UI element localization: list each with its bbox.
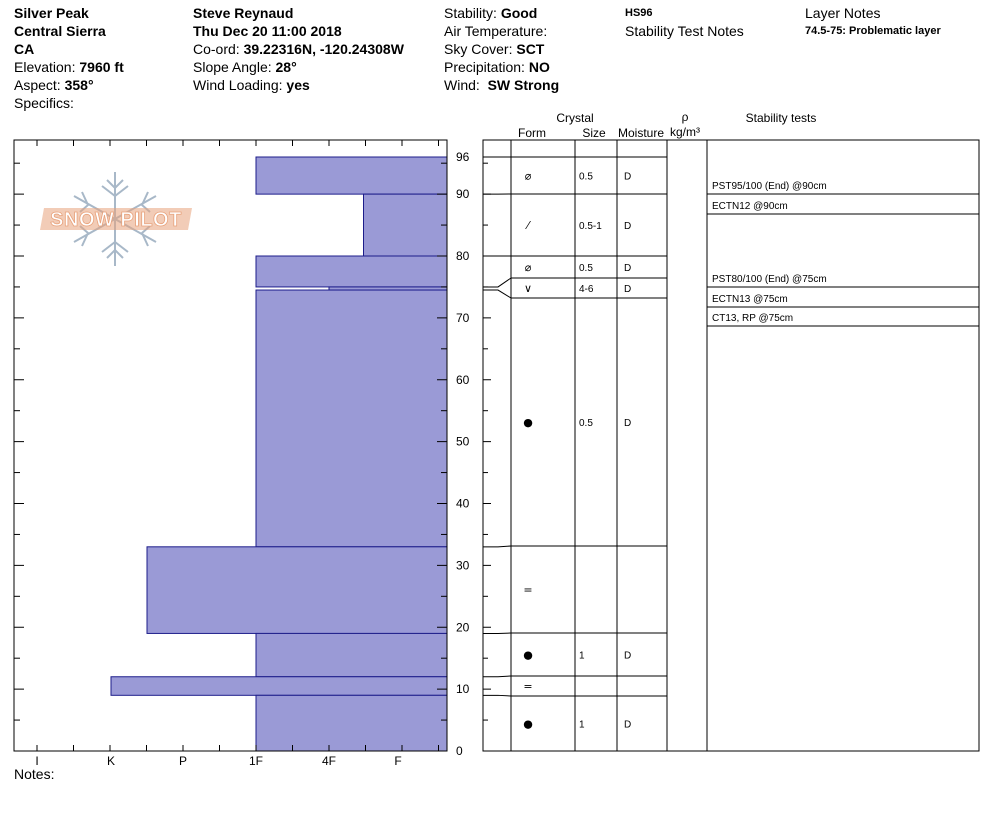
crystal-form-icon: ⁄ xyxy=(527,219,529,232)
depth-tick-label: 0 xyxy=(456,744,463,758)
hardness-bar xyxy=(364,194,448,256)
layer-notes-value: 74.5-75: Problematic layer xyxy=(805,25,941,37)
moisture-value: D xyxy=(624,221,632,232)
layer-notes-label: Layer Notes xyxy=(805,5,881,21)
crystal-form-icon: ● xyxy=(523,648,533,662)
moisture-value: D xyxy=(624,284,632,295)
hardness-tick-label: 1F xyxy=(248,754,264,768)
hardness-bars xyxy=(111,157,447,751)
hardness-bar xyxy=(256,633,447,676)
sky-value: SCT xyxy=(516,41,545,57)
hardness-bar xyxy=(256,290,447,547)
header-form: Form xyxy=(518,126,546,140)
hardness-tick-label: 4F xyxy=(321,754,337,768)
wind-label: Wind: xyxy=(444,77,480,93)
hardness-bar xyxy=(147,547,447,634)
header-size: Size xyxy=(582,126,606,140)
elevation-value: 7960 ft xyxy=(79,59,124,75)
logo-text: SNOW PILOT xyxy=(50,209,182,231)
hardness-tick-label: I xyxy=(35,754,39,768)
snowpilot-logo xyxy=(40,172,192,266)
hardness-tick-label: K xyxy=(106,754,116,768)
slope-value: 28° xyxy=(275,59,297,75)
sky-label: Sky Cover: xyxy=(444,41,513,57)
stability-test-label: PST80/100 (End) @75cm xyxy=(712,274,827,285)
layer-connector xyxy=(483,546,511,547)
layer-connector xyxy=(483,695,511,696)
slope-label: Slope Angle: xyxy=(193,59,272,75)
coord-label: Co-ord: xyxy=(193,41,240,57)
stability-test-notes-label: Stability Test Notes xyxy=(625,23,744,39)
depth-tick-label: 60 xyxy=(456,372,470,387)
hardness-bar xyxy=(256,157,447,194)
precip-label: Precipitation: xyxy=(444,59,525,75)
stability-test-label: ECTN12 @90cm xyxy=(712,201,788,212)
elevation-label: Elevation: xyxy=(14,59,76,75)
crystal-size-value: 1 xyxy=(579,719,585,731)
hardness-tick-label: F xyxy=(394,754,402,768)
stability-test-list xyxy=(707,181,979,326)
moisture-value: D xyxy=(624,418,632,429)
header-rho: ρ xyxy=(681,110,689,124)
depth-tick-label: 10 xyxy=(456,682,470,697)
crystal-size-value: 4-6 xyxy=(579,284,594,295)
crystal-form-icon: ● xyxy=(523,717,533,731)
observer-name: Steve Reynaud xyxy=(193,5,294,21)
depth-tick-label: 50 xyxy=(456,434,470,449)
notes-label: Notes: xyxy=(14,766,55,782)
crystal-size-value: 0.5 xyxy=(579,418,593,429)
crystal-form-icon: = xyxy=(523,583,533,597)
hs-value: HS96 xyxy=(625,7,653,19)
depth-tick-label: 90 xyxy=(456,187,470,202)
depth-tick-label: 20 xyxy=(456,620,470,635)
location-name: Silver Peak xyxy=(14,5,89,21)
moisture-value: D xyxy=(624,650,632,662)
wind-value: SW Strong xyxy=(487,77,560,93)
stability-test-label: PST95/100 (End) @90cm xyxy=(712,181,827,192)
crystal-form-icon: ⌀ xyxy=(524,261,532,274)
header-moisture: Moisture xyxy=(617,126,665,140)
wind-loading-value: yes xyxy=(286,77,310,93)
air-temp-label: Air Temperature: xyxy=(444,23,548,39)
moisture-value: D xyxy=(624,719,632,731)
crystal-form-icon: = xyxy=(523,680,533,693)
layer-connector xyxy=(483,676,511,677)
stability-test-label: ECTN13 @75cm xyxy=(712,294,788,305)
aspect-value: 358° xyxy=(64,77,94,93)
header-density-unit: kg/m³ xyxy=(670,125,700,139)
crystal-size-value: 0.5 xyxy=(579,171,593,183)
hardness-bar xyxy=(111,677,447,696)
stability-label: Stability: xyxy=(444,5,497,21)
depth-tick-label: 96 xyxy=(456,150,470,164)
hardness-bar xyxy=(256,695,447,751)
header-stability-tests: Stability tests xyxy=(745,111,817,125)
wind-loading-label: Wind Loading: xyxy=(193,77,283,93)
observation-datetime: Thu Dec 20 11:00 2018 xyxy=(193,23,342,39)
crystal-form-icon: ∨ xyxy=(523,282,533,295)
moisture-value: D xyxy=(624,171,632,183)
crystal-size-value: 0.5-1 xyxy=(579,221,602,232)
specifics-label: Specifics: xyxy=(14,95,74,111)
stability-value: Good xyxy=(500,5,538,21)
depth-tick-label: 40 xyxy=(456,496,470,511)
location-state: CA xyxy=(14,41,35,57)
crystal-form-icon: ⌀ xyxy=(524,169,532,183)
layer-table-frame xyxy=(483,140,979,751)
hardness-bar xyxy=(256,256,447,287)
precip-value: NO xyxy=(528,59,550,75)
depth-tick-label: 80 xyxy=(456,249,470,263)
header-crystal: Crystal xyxy=(556,111,594,125)
crystal-form-icon: ● xyxy=(523,416,533,429)
location-range: Central Sierra xyxy=(14,23,106,39)
crystal-size-value: 0.5 xyxy=(579,263,593,274)
stability-test-label: CT13, RP @75cm xyxy=(712,313,794,324)
depth-tick-label: 30 xyxy=(456,558,470,573)
layer-connector xyxy=(483,290,511,298)
layer-connector xyxy=(483,278,511,287)
coord-value: 39.22316N, -120.24308W xyxy=(243,41,404,57)
crystal-size-value: 1 xyxy=(579,650,585,662)
moisture-value: D xyxy=(624,263,632,274)
aspect-label: Aspect: xyxy=(14,77,61,93)
hardness-tick-label: P xyxy=(178,754,188,768)
depth-tick-label: 70 xyxy=(456,310,470,325)
